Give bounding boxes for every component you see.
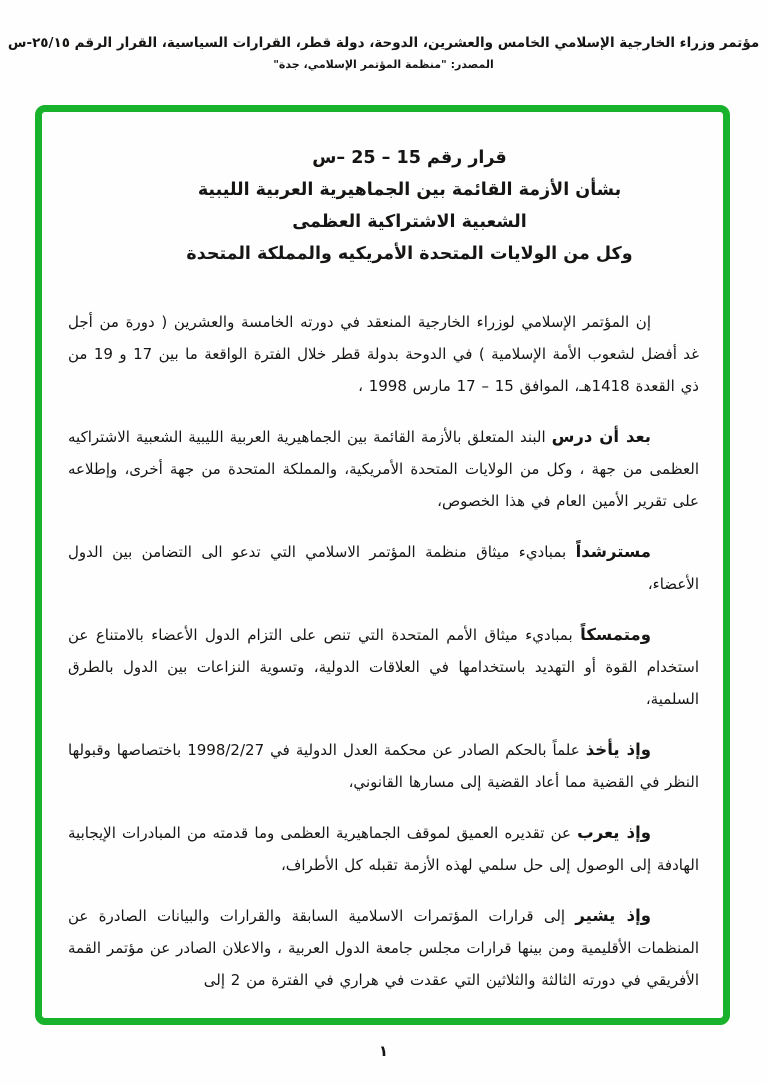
paragraph-text: عن تقديره العميق لموقف الجماهيرية العظمى وما قدمته من المبادرات الإيجابية الهادفة إلى الوصول إلى حل سلمي لهذه الأزمة تقبله كل الأطراف، <box>68 824 699 874</box>
paragraph-adhering-to <box>68 619 699 715</box>
paragraph-text: بمباديء ميثاق منظمة المؤتمر الاسلامي التي تدعو الى التضامن بين الدول الأعضاء، <box>68 543 699 593</box>
paragraph-taking-note <box>68 734 699 798</box>
title-line-state: الشعبية الاشتراكية العظمى <box>292 212 527 232</box>
document-frame <box>35 105 730 1025</box>
paragraph-text: إن المؤتمر الإسلامي لوزراء الخارجية المنعقد في دورته الخامسة والعشرين ( دورة من أجل غد أفضل لشعوب الأمة الإسلامية ) في الدوحة بدولة قطر خلال الفترة الواقعة ما بين 17 و 19 من ذي القعدة 1418هـ، الموافق 15 – 17 مارس 1998 ، <box>68 313 700 395</box>
paragraph-lead: وإذ يعرب <box>577 823 651 842</box>
page-number: ١ <box>378 1042 389 1060</box>
paragraph-lead: وإذ يأخذ <box>585 740 652 759</box>
title-line-number: قرار رقم 15 – 25 –س <box>312 148 507 168</box>
document-header <box>0 33 767 72</box>
paragraph-text: علماً بالحكم الصادر عن محكمة العدل الدولية في 1998/2/27 باختصاصها وقبولها النظر في القضية مما أعاد القضية إلى مسارها القانوني، <box>68 741 699 791</box>
paragraph-text: إلى قرارات المؤتمرات الاسلامية السابقة والقرارات والبيانات الصادرة عن المنظمات الأقليمية ومن بينها قرارات مجلس جامعة الدول العربية ، والاعلان الصادر عن مؤتمر القمة الأفريقي في دورته الثالثة والثلاثين التي عقدت في هراري في الفترة من 2 إلى <box>68 907 699 989</box>
paragraph-having-studied <box>68 421 699 517</box>
title-line-subject: بشأن الأزمة القائمة بين الجماهيرية العربية الليبية <box>197 180 622 200</box>
paragraph-expressing-appreciation <box>68 817 699 881</box>
paragraph-lead: مسترشداً <box>575 542 651 561</box>
paragraph-recalling <box>68 900 699 996</box>
paragraph-lead: وإذ يشير <box>575 906 651 925</box>
title-line-parties: وكل من الولايات المتحدة الأمريكيه والمملكة المتحدة <box>186 244 633 264</box>
header-citation-line: مؤتمر وزراء الخارجية الإسلامي الخامس والعشرين، الدوحة، دولة قطر، القرارات السياسية، القرار الرقم ٢٥/١٥-س <box>7 35 760 51</box>
paragraph-lead: بعد أن درس <box>551 427 651 446</box>
paragraph-lead: ومتمسكاً <box>580 625 651 644</box>
resolution-title <box>94 142 725 270</box>
header-source-line: المصدر: "منظمة المؤتمر الإسلامي، جدة" <box>273 58 494 71</box>
paragraph-guided-by <box>68 536 699 600</box>
paragraph-preamble <box>68 306 699 402</box>
paragraph-text: بمباديء ميثاق الأمم المتحدة التي تنص على التزام الدول الأعضاء بالامتناع عن استخدام القوة أو التهديد باستخدامها في العلاقات الدولية، وتسوية النزاعات بين الدول بالطرق السلمية، <box>68 626 699 708</box>
paragraph-text: البند المتعلق بالأزمة القائمة بين الجماهيرية العربية الليبية الشعبية الاشتراكيه العظمى من جهة ، وكل من الولايات المتحدة الأمريكية، والمملكة المتحدة من جهة أخرى، وإطلاعه على تقرير الأمين العام في هذا الخصوص، <box>68 428 699 510</box>
document-content <box>42 112 723 996</box>
